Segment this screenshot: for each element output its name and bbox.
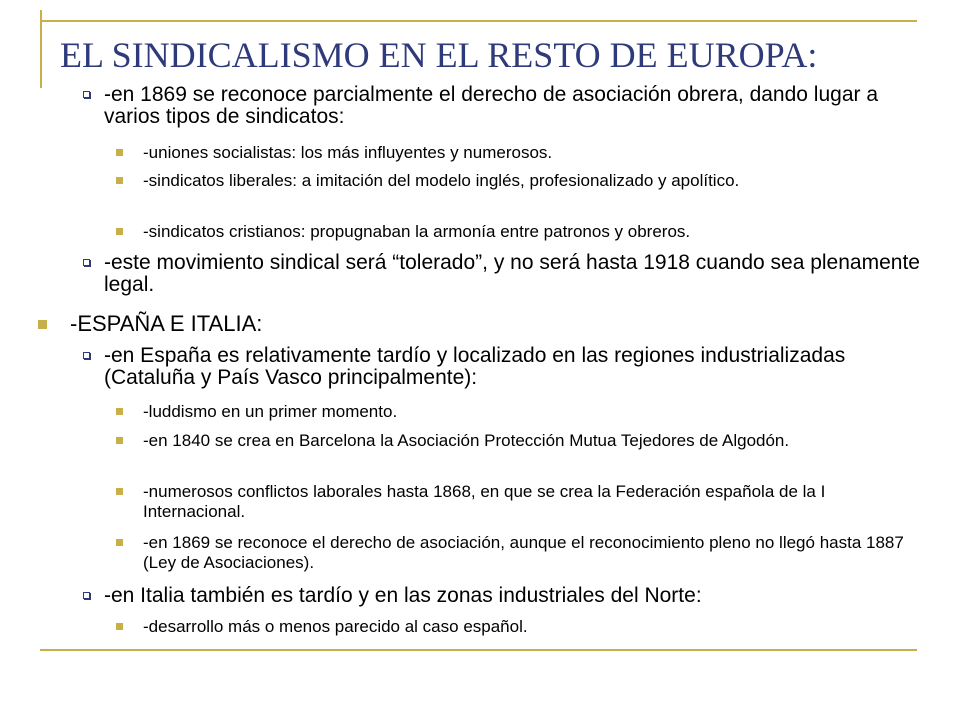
bullet-item bbox=[104, 585, 924, 607]
square-bullet-icon bbox=[116, 437, 123, 444]
hollow-square-bullet-icon bbox=[83, 259, 90, 266]
bullet-item bbox=[104, 252, 924, 296]
sub-bullet-text: -sindicatos cristianos: propugnaban la armonía entre patronos y obreros. bbox=[143, 222, 691, 241]
sub-bullet-item bbox=[143, 143, 923, 163]
title-accent-top-line bbox=[40, 20, 917, 22]
slide-title: EL SINDICALISMO EN EL RESTO DE EUROPA: bbox=[60, 35, 818, 75]
bullet-text: -en Italia también es tardío y en las zonas industriales del Norte: bbox=[104, 584, 702, 607]
sub-bullet-text: -luddismo en un primer momento. bbox=[143, 402, 398, 421]
sub-bullet-text: -en 1869 se reconoce el derecho de asociación, aunque el reconocimiento pleno no llegó hasta 1887 (Ley de Asociaciones). bbox=[143, 533, 904, 572]
bullet-text: -en 1869 se reconoce parcialmente el derecho de asociación obrera, dando lugar a varios tipos de sindicatos: bbox=[104, 83, 879, 128]
sub-bullet-item bbox=[143, 431, 923, 451]
sub-bullet-text: -en 1840 se crea en Barcelona la Asociación Protección Mutua Tejedores de Algodón. bbox=[143, 431, 790, 450]
sub-bullet-item bbox=[143, 171, 923, 191]
sub-bullet-text: -uniones socialistas: los más influyentes y numerosos. bbox=[143, 143, 553, 162]
sub-bullet-item bbox=[143, 482, 923, 522]
hollow-square-bullet-icon bbox=[83, 352, 90, 359]
hollow-square-bullet-icon bbox=[83, 592, 90, 599]
square-bullet-icon bbox=[116, 408, 123, 415]
bullet-item bbox=[104, 345, 924, 389]
sub-bullet-item bbox=[143, 222, 923, 242]
hollow-square-bullet-icon bbox=[83, 91, 90, 98]
square-bullet-icon bbox=[116, 488, 123, 495]
bullet-item bbox=[104, 84, 924, 128]
footer-accent-line bbox=[40, 649, 917, 651]
bullet-text: -este movimiento sindical será “tolerado”, y no será hasta 1918 cuando sea plenamente legal. bbox=[104, 251, 920, 296]
square-bullet-icon bbox=[116, 228, 123, 235]
square-bullet-icon bbox=[116, 623, 123, 630]
square-bullet-icon bbox=[116, 149, 123, 156]
sub-bullet-item bbox=[143, 617, 923, 637]
section-item bbox=[70, 312, 262, 336]
sub-bullet-item bbox=[143, 402, 923, 422]
square-bullet-icon bbox=[38, 320, 47, 329]
sub-bullet-item bbox=[143, 533, 923, 573]
sub-bullet-text: -sindicatos liberales: a imitación del modelo inglés, profesionalizado y apolítico. bbox=[143, 171, 740, 190]
sub-bullet-text: -numerosos conflictos laborales hasta 1868, en que se crea la Federación española de la I Internacional. bbox=[143, 482, 826, 521]
square-bullet-icon bbox=[116, 177, 123, 184]
sub-bullet-text: -desarrollo más o menos parecido al caso español. bbox=[143, 617, 528, 636]
section-text: -ESPAÑA E ITALIA: bbox=[70, 311, 263, 336]
bullet-text: -en España es relativamente tardío y localizado en las regiones industrializadas (Cataluña y País Vasco principalmente): bbox=[104, 344, 846, 389]
square-bullet-icon bbox=[116, 539, 123, 546]
